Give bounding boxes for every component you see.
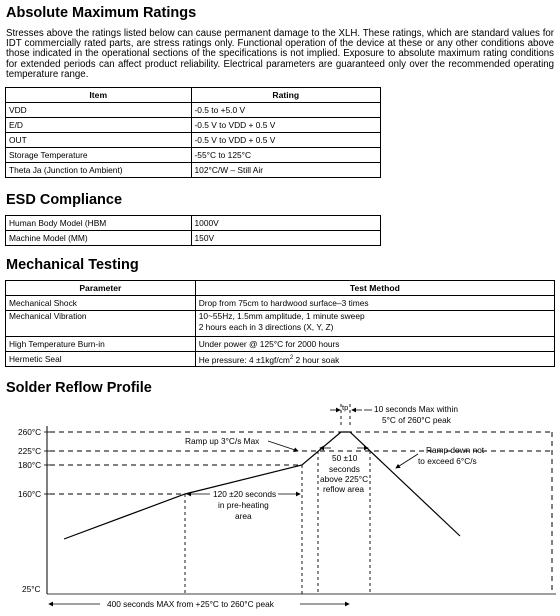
mech-cell-method: [195, 352, 554, 367]
amr-cell-rating: -0.5 V to VDD + 0.5 V: [191, 118, 380, 133]
esd-cell-model: Machine Model (MM): [6, 231, 192, 246]
preheat-line: in pre-heating: [218, 500, 269, 510]
amr-cell-rating: -0.5 to +5.0 V: [191, 103, 380, 118]
esd-cell-value: 1000V: [191, 216, 380, 231]
amr-cell-item: Theta Ja (Junction to Ambient): [6, 163, 192, 178]
tp-label: tp: [342, 403, 349, 412]
above-line: 50 ±10: [332, 453, 358, 463]
table-row: [6, 103, 381, 118]
esd-table: [5, 215, 381, 246]
amr-title: Absolute Maximum Ratings: [6, 5, 197, 21]
amr-header-item: Item: [6, 88, 192, 103]
above-line: above 225°C: [320, 474, 369, 484]
amr-cell-item: VDD: [6, 103, 192, 118]
mech-cell-parameter: Hermetic Seal: [6, 352, 196, 367]
mech-title: Mechanical Testing: [6, 257, 139, 273]
ramp-down-line: to exceed 6°C/s: [418, 456, 477, 466]
preheat-line: 120 ±20 seconds: [213, 489, 277, 499]
peak-note-line: 5°C of 260°C peak: [382, 415, 451, 425]
amr-intro: Stresses above the ratings listed below can cause permanent damage to the XLH. These ratings, which are standard values for IDT commercially rated parts, are stress ratings only. Functional operation of the device at these or any other conditions above those indicated in the operational sections of the specifications is not implied. Exposure to absolute maximum rating conditions for extended periods can affect product reliability. Electrical parameters are guaranteed only over the recommended operating temperature range.: [6, 28, 554, 80]
mech-table: [5, 280, 555, 367]
reflow-profile-diagram: [0, 396, 560, 616]
table-row: [6, 148, 381, 163]
y-label: 180°C: [18, 460, 42, 470]
table-row: [6, 118, 381, 133]
table-row: [6, 163, 381, 178]
ramp-down-arrow: [396, 454, 418, 468]
total-label: 400 seconds MAX from +25°C to 260°C peak: [107, 599, 274, 609]
esd-cell-value: 150V: [191, 231, 380, 246]
reflow-title: Solder Reflow Profile: [6, 380, 152, 396]
mech-cell-parameter: Mechanical Shock: [6, 296, 196, 311]
amr-header-rating: Rating: [191, 88, 380, 103]
mech-cell-method: [195, 311, 554, 337]
mech-method-line: 2 hours each in 3 directions (X, Y, Z): [198, 322, 334, 332]
ramp-up-label: Ramp up 3°C/s Max: [185, 436, 260, 446]
seal-superscript: 2: [289, 354, 294, 361]
seal-text: He pressure: 4 ±1kgf/cm: [198, 354, 290, 365]
table-row: [6, 231, 381, 246]
amr-cell-item: Storage Temperature: [6, 148, 192, 163]
y-label: 25°C: [22, 584, 41, 594]
ramp-down-line: Ramp down not: [426, 445, 485, 455]
peak-note-line: 10 seconds Max within: [374, 404, 458, 414]
amr-cell-rating: 102°C/W – Still Air: [191, 163, 380, 178]
mech-cell-parameter: High Temperature Burn-in: [6, 337, 196, 352]
seal-text-end: 2 hour soak: [293, 354, 340, 365]
amr-table: [5, 87, 381, 178]
table-row: [6, 133, 381, 148]
table-row: [6, 296, 555, 311]
esd-title: ESD Compliance: [6, 192, 123, 208]
amr-cell-rating: -0.5 V to VDD + 0.5 V: [191, 133, 380, 148]
amr-cell-rating: -55°C to 125°C: [191, 148, 380, 163]
table-row: [6, 216, 381, 231]
table-row: [6, 337, 555, 352]
level-lines: [50, 432, 552, 594]
profile-curve: [64, 432, 460, 539]
mech-cell-method: Under power @ 125°C for 2000 hours: [195, 337, 554, 352]
mech-method-line: 10~55Hz, 1.5mm amplitude, 1 minute sweep: [198, 311, 365, 321]
amr-cell-item: OUT: [6, 133, 192, 148]
table-row: [6, 352, 555, 367]
ramp-up-arrow: [268, 441, 298, 451]
above-line: seconds: [329, 464, 360, 474]
mech-cell-method: Drop from 75cm to hardwood surface–3 times: [195, 296, 554, 311]
esd-cell-model: Human Body Model (HBM: [6, 216, 192, 231]
y-label: 160°C: [18, 489, 42, 499]
above-line: reflow area: [323, 484, 365, 494]
mech-header-method: Test Method: [195, 281, 554, 296]
mech-cell-parameter: Mechanical Vibration: [6, 311, 196, 337]
amr-cell-item: E/D: [6, 118, 192, 133]
preheat-line: area: [235, 511, 252, 521]
y-label: 260°C: [18, 427, 42, 437]
mech-header-parameter: Parameter: [6, 281, 196, 296]
y-label: 225°C: [18, 446, 42, 456]
table-row: [6, 311, 555, 337]
